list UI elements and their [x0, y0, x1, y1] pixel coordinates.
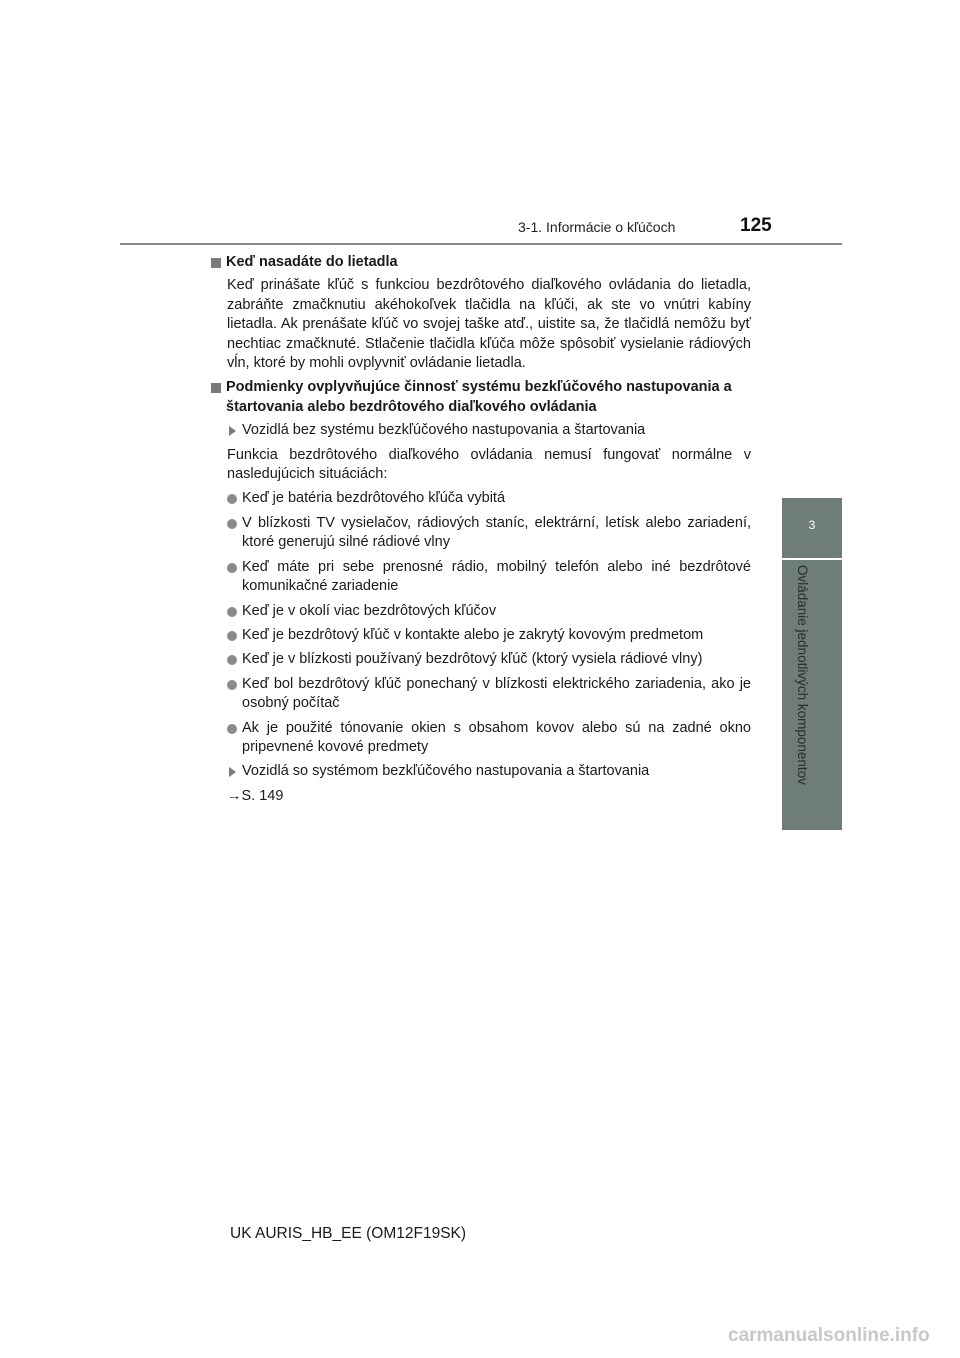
list-item	[227, 719, 751, 758]
bullet-dot-icon	[227, 724, 237, 734]
page-reference-link[interactable]: →S. 149	[227, 787, 284, 804]
bullet-dot-icon	[227, 494, 237, 504]
chapter-number: 3	[808, 518, 816, 532]
section-heading-text: Keď nasadáte do lietadla	[226, 254, 398, 270]
page-content	[211, 253, 751, 811]
chapter-label: Ovládanie jednotlivých komponentov	[795, 565, 810, 785]
bullet-dot-icon	[227, 563, 237, 573]
square-bullet-icon	[211, 258, 221, 268]
list-item	[227, 650, 751, 669]
triangle-arrow-icon	[229, 426, 236, 436]
header-divider	[120, 243, 842, 245]
list-item-text: Keď je v okolí viac bezdrôtových kľúčov	[242, 602, 497, 619]
subheading	[227, 762, 751, 781]
list-item	[227, 626, 751, 645]
chapter-tab[interactable]	[782, 498, 842, 558]
list-item	[227, 675, 751, 714]
list-item	[227, 489, 751, 508]
list-item-text: Keď je v blízkosti používaný bezdrôtový kľúč (ktorý vysiela rádiové vlny)	[242, 651, 703, 668]
watermark: carmanualsonline.info	[728, 1325, 930, 1346]
list-item-text: Ak je použité tónovanie okien s obsahom kovov alebo sú na zadné okno pripevnené kovové predmety	[242, 719, 751, 755]
section-paragraph: Keď prinášate kľúč s funkciou bezdrôtového diaľkového ovládania do lietadla, zabráňte zmačknutiu akéhokoľvek tlačidla na kľúči, ak ste vo vnútri kabíny lietadla. Ak prenášate kľúč vo svojej taške atď., uistite sa, že tlačidlá nemôžu byť nechtiac zmačknuté. Stlačenie tlačidla kľúča môže spôsobiť vysielanie rádiových vĺn, ktoré by mohli ovplyvniť ovládanie lietadla.	[227, 277, 751, 372]
section-heading	[211, 253, 751, 272]
section-heading	[211, 378, 751, 417]
triangle-arrow-icon	[229, 767, 236, 777]
bullet-dot-icon	[227, 519, 237, 529]
subheading-text: Vozidlá so systémom bezkľúčového nastupovania a štartovania	[242, 763, 650, 780]
section-heading-text: Podmienky ovplyvňujúce činnosť systému bezkľúčového nastupovania a štartovania alebo bezdrôtového diaľkového ovládania	[226, 379, 732, 415]
list-item	[227, 558, 751, 597]
section-paragraph: Funkcia bezdrôtového diaľkového ovládania nemusí fungovať normálne v nasledujúcich situáciách:	[227, 446, 751, 483]
list-item-text: Keď bol bezdrôtový kľúč ponechaný v blízkosti elektrického zariadenia, ako je osobný počítač	[242, 675, 751, 712]
list-item	[227, 602, 751, 621]
bullet-dot-icon	[227, 680, 237, 690]
page-number: 125	[740, 215, 772, 236]
list-item-text: Keď je batéria bezdrôtového kľúča vybitá	[242, 490, 506, 507]
list-item-text: Keď máte pri sebe prenosné rádio, mobilný telefón alebo iné bezdrôtové komunikačné zariadenie	[242, 558, 751, 595]
footer-model-code: UK AURIS_HB_EE (OM12F19SK)	[230, 1225, 467, 1242]
bullet-dot-icon	[227, 607, 237, 617]
list-item-text: V blízkosti TV vysielačov, rádiových staníc, elektrární, letísk alebo zariadení, ktoré generujú silné rádiové vlny	[242, 514, 751, 551]
section-title: 3-1. Informácie o kľúčoch	[518, 219, 676, 235]
bullet-dot-icon	[227, 631, 237, 641]
subheading-text: Vozidlá bez systému bezkľúčového nastupovania a štartovania	[242, 422, 646, 439]
subheading	[227, 421, 751, 440]
list-item	[227, 514, 751, 553]
bullet-dot-icon	[227, 655, 237, 665]
square-bullet-icon	[211, 383, 221, 393]
list-item-text: Keď je bezdrôtový kľúč v kontakte alebo je zakrytý kovovým predmetom	[242, 626, 704, 643]
